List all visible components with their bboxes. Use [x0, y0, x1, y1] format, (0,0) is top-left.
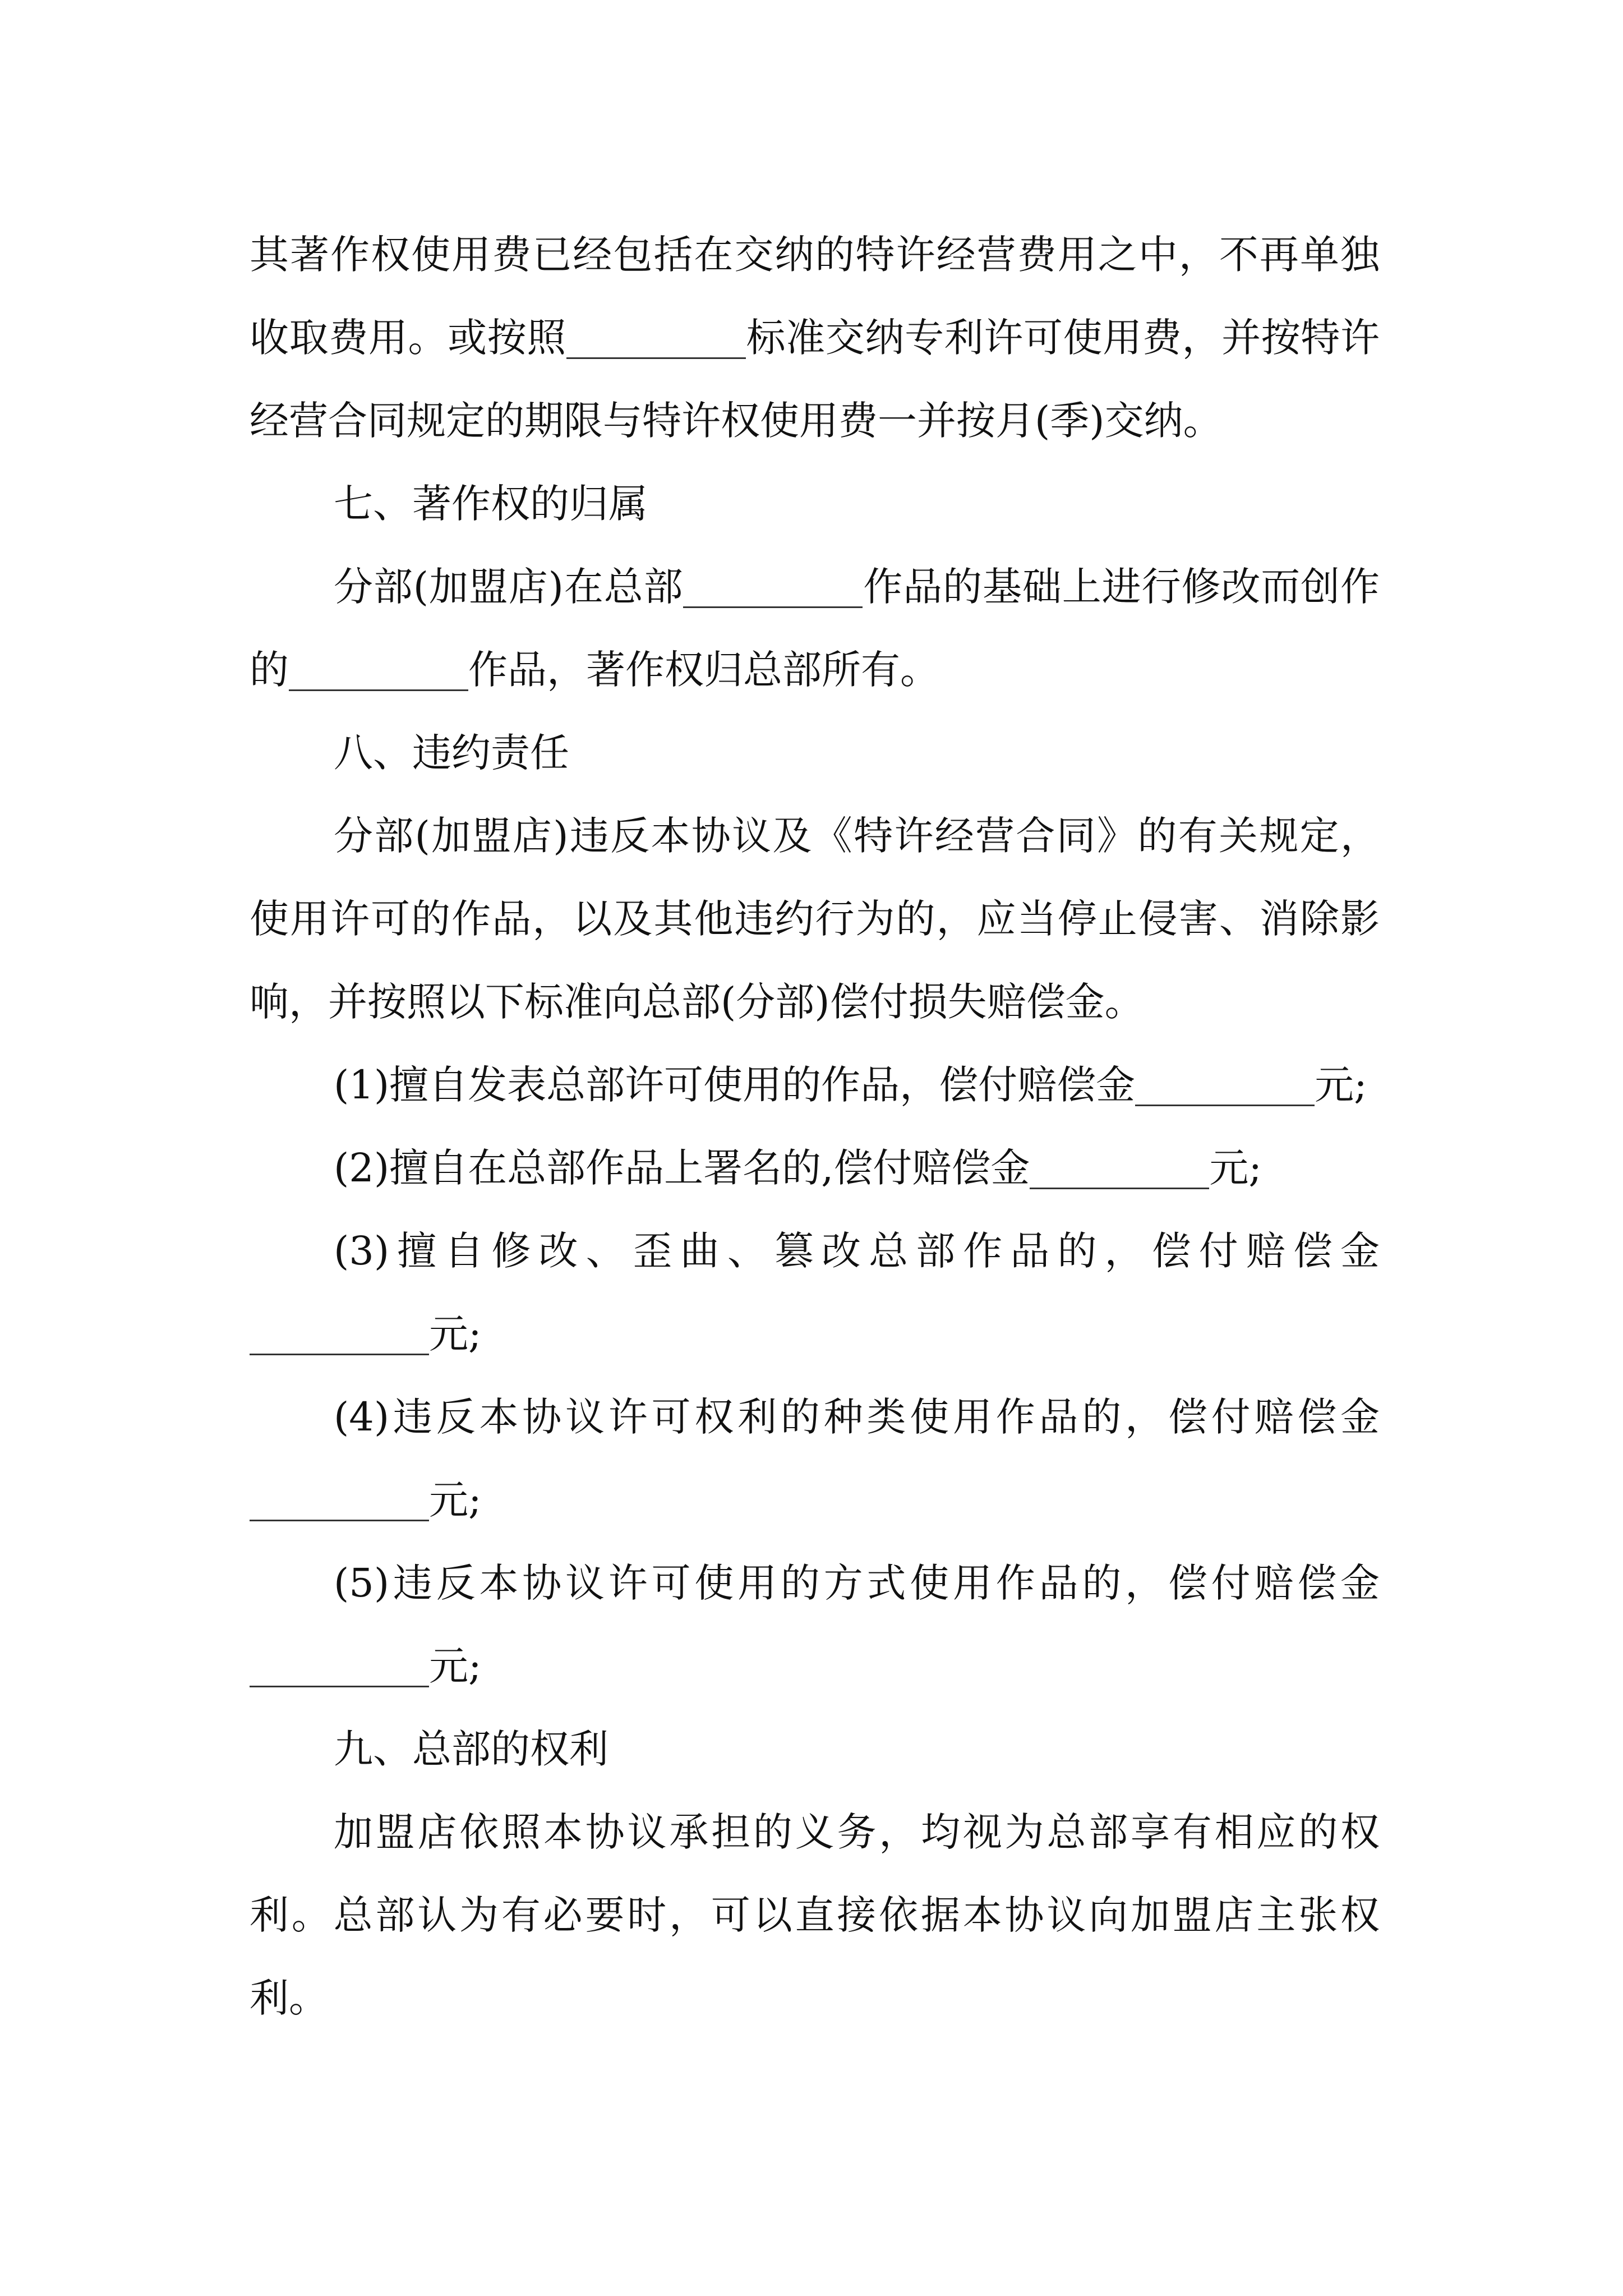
section-heading-8: 八、违约责任	[334, 730, 569, 776]
text: 元;	[429, 1643, 482, 1689]
paragraph-rights: 加盟店依照本协议承担的义务，均视为总部享有相应的权利。总部认为有必要时，可以直接依据本协议向加盟店主张权利。	[250, 1809, 1380, 2021]
breach-item-5	[250, 1542, 1380, 1708]
text: 元;	[1315, 1062, 1367, 1108]
text: 分部(加盟店)在总部	[334, 564, 684, 610]
text: 元;	[1209, 1145, 1262, 1191]
breach-item-2	[250, 1126, 1380, 1209]
blank-line	[289, 650, 468, 691]
paragraph-ownership	[250, 545, 1380, 711]
text: 作品的基础上进行修改而创作的	[250, 564, 1380, 693]
paragraph-breach: 分部(加盟店)违反本协议及《特许经营合同》的有关规定，使用许可的作品，以及其他违约行为的，应当停止侵害、消除影响，并按照以下标准向总部(分部)偿付损失赔偿金。	[250, 813, 1380, 1025]
document-page	[250, 213, 1380, 2040]
text: (1)擅自发表总部许可使用的作品，偿付赔偿金	[334, 1062, 1136, 1108]
blank-line	[1135, 1065, 1315, 1106]
blank-line	[683, 567, 863, 608]
text: 作品，著作权归总部所有。	[468, 647, 939, 693]
breach-item-1	[250, 1043, 1380, 1126]
text: (5)违反本协议许可使用的方式使用作品的，偿付赔偿金	[334, 1560, 1380, 1606]
blank-line	[250, 1646, 429, 1687]
text: (4)违反本协议许可权利的种类使用作品的，偿付赔偿金	[334, 1394, 1380, 1440]
blank-line	[250, 1480, 429, 1521]
text: 其著作权使用费已经包括在交纳的特许经营费用之中，不再单独收取费用。或按照	[250, 232, 1380, 361]
breach-item-4	[250, 1375, 1380, 1542]
section-heading-9: 九、总部的权利	[334, 1726, 608, 1772]
text: 元;	[429, 1311, 482, 1357]
paragraph-fee	[250, 213, 1380, 462]
text: 标准交纳专利许可使用费，并按特许经营合同规定的期限与特许权使用费一并按月(季)交纳。	[250, 315, 1380, 444]
text: (2)擅自在总部作品上署名的,偿付赔偿金	[334, 1145, 1030, 1191]
breach-item-3	[250, 1209, 1380, 1375]
blank-line	[250, 1314, 429, 1355]
blank-line	[566, 318, 746, 359]
section-heading-7: 七、著作权的归属	[334, 481, 648, 527]
text: (3)擅自修改、歪曲、篡改总部作品的，偿付赔偿金	[334, 1228, 1380, 1274]
text: 元;	[429, 1477, 482, 1523]
blank-line	[1030, 1148, 1209, 1189]
